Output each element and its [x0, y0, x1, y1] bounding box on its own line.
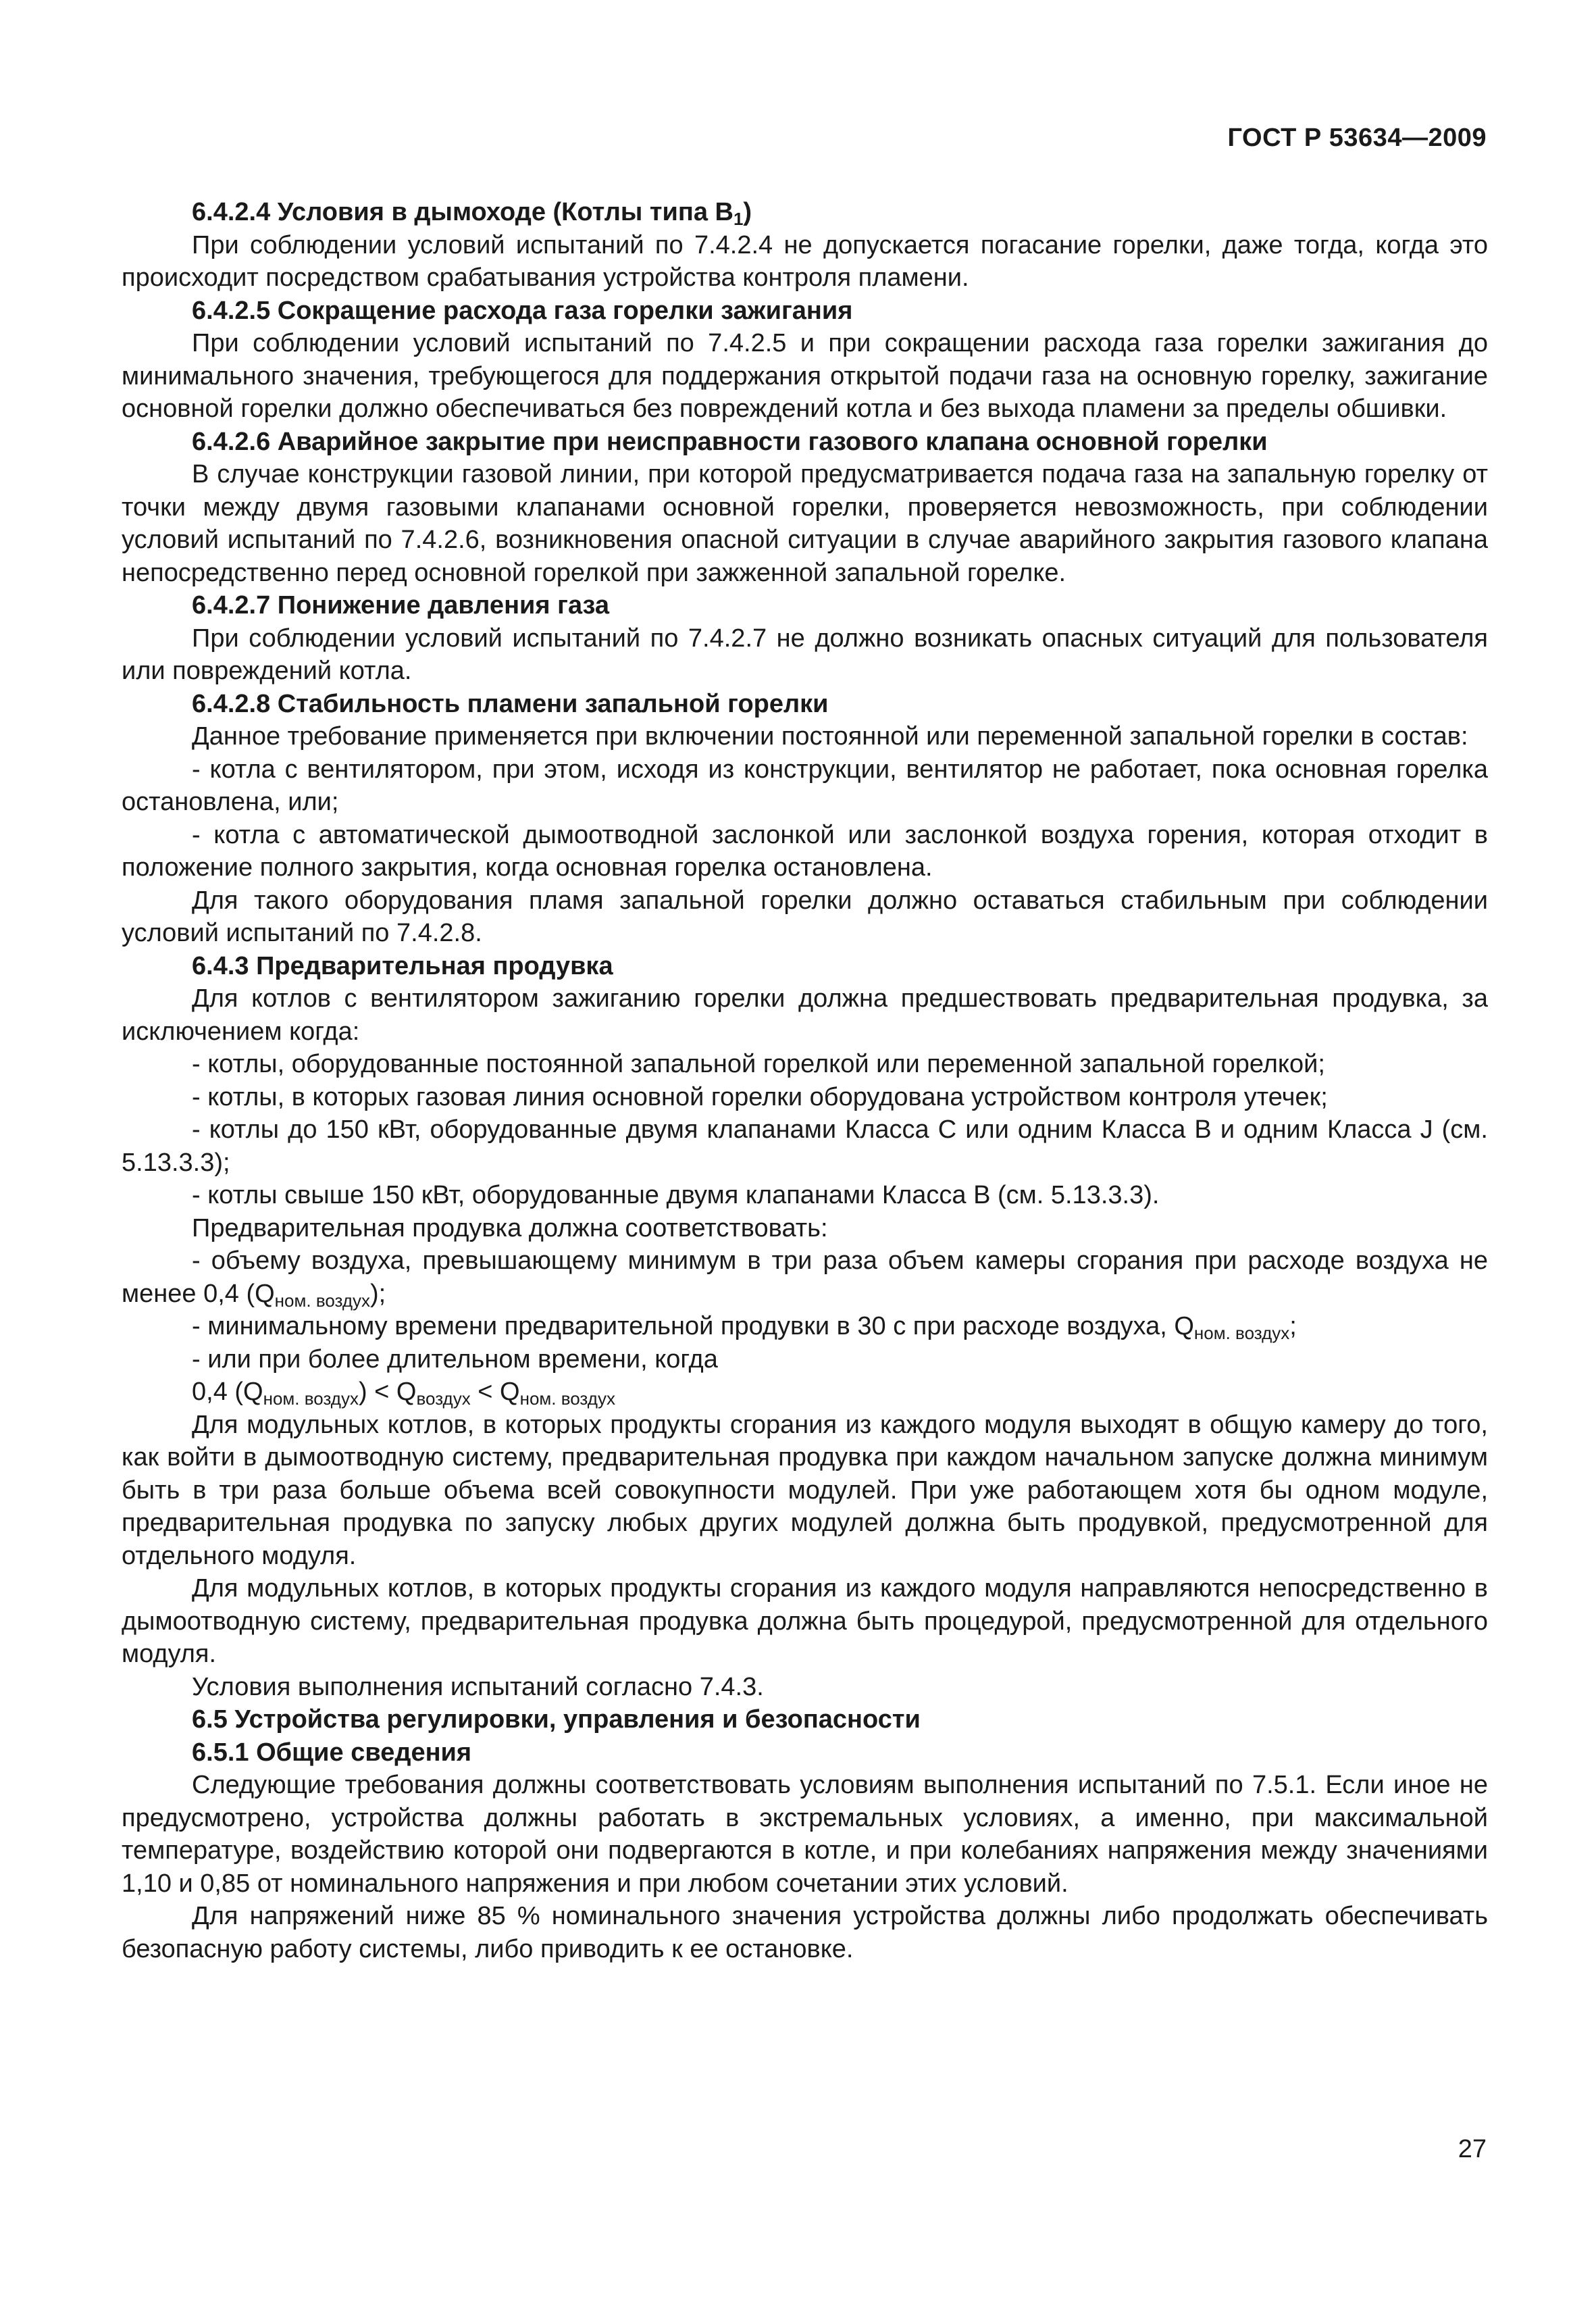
paragraph: При соблюдении условий испытаний по 7.4.2.5 и при сокращении расхода газа горелки зажигания до минимального значения, требующегося для поддержания открытой подачи газа на основную горелку, зажигание основной горелки должно обеспечиваться без повреждений котла и без выхода пламени за пределы обшивки. — [122, 329, 1488, 423]
section-heading-6-4-3: 6.4.3 Предварительная продувка — [192, 951, 613, 980]
list-item: - или при более длительном времени, когда — [192, 1344, 718, 1374]
formula: 0,4 $(Q_{ном. воздух}) < Q_{воздух} < Q_{ном. воздух}$ — [192, 1378, 615, 1409]
document-header: ГОСТ Р 53634—2009 — [1227, 124, 1487, 152]
section-heading-6-5: 6.5 Устройства регулировки, управления и безопасности — [192, 1705, 921, 1734]
section-heading-6-4-2-5: 6.4.2.5 Сокращение расхода газа горелки зажигания — [192, 296, 853, 325]
paragraph: Для напряжений ниже 85 % номинального значения устройства должны либо продолжать обеспечивать безопасную работу системы, либо приводить к ее остановке. — [122, 1902, 1488, 1963]
paragraph: Для модульных котлов, в которых продукты сгорания из каждого модуля выходят в общую камеру до того, как войти в дымоотводную систему, предварительная продувка при каждом начальном запуске должна минимум быть в три раза больше объема всей совокупности модулей. При уже работающем хотя бы одном модуле, предварительная продувка по запуску любых других модулей должна быть продувкой, предусмотренной для отдельного модуля. — [122, 1410, 1488, 1570]
section-heading-6-4-2-8: 6.4.2.8 Стабильность пламени запальной горелки — [192, 689, 829, 718]
paragraph: Для модульных котлов, в которых продукты сгорания из каждого модуля направляются непосредственно в дымоотводную систему, предварительная продувка должна быть процедурой, предусмотренной для отдельного модуля. — [122, 1574, 1488, 1668]
paragraph: В случае конструкции газовой линии, при которой предусматривается подача газа на запальную горелку от точки между двумя газовыми клапанами основной горелки, проверяется невозможность, при соблюдении условий испытаний по 7.4.2.6, возникновения опасной ситуации в случае аварийного закрытия газового клапана непосредственно перед основной горелкой при зажженной запальной горелке. — [122, 460, 1488, 587]
section-heading-6-4-2-7: 6.4.2.7 Понижение давления газа — [192, 591, 610, 620]
section-heading-6-4-2-4: 6.4.2.4 Условия в дымоходе (Котлы типа $B_1$) — [192, 198, 752, 229]
list-item: - котлы свыше 150 кВт, оборудованные двумя клапанами Класса B (см. 5.13.3.3). — [192, 1181, 1160, 1209]
list-item: - минимальному времени предварительной продувки в 30 с при расходе воздуха, $Q_{ном. воздух}$; — [192, 1312, 1297, 1343]
paragraph: При соблюдении условий испытаний по 7.4.2.7 не должно возникать опасных ситуаций для пользователя или повреждений котла. — [122, 624, 1488, 685]
page-number: 27 — [1458, 2135, 1487, 2163]
list-item: - котлы до 150 кВт, оборудованные двумя клапанами Класса C или одним Класса B и одним Класса J (см. 5.13.3.3); — [122, 1115, 1488, 1177]
list-item: - объему воздуха, превышающему минимум в три раза объем камеры сгорания при расходе воздуха не менее 0,4 $(Q_{ном. воздух})$; — [122, 1247, 1488, 1311]
paragraph: Для такого оборудования пламя запальной горелки должно оставаться стабильным при соблюдении условий испытаний по 7.4.2.8. — [122, 886, 1488, 947]
section-heading-6-4-2-6: 6.4.2.6 Аварийное закрытие при неисправности газового клапана основной горелки — [192, 427, 1268, 456]
paragraph: Данное требование применяется при включении постоянной или переменной запальной горелки в состав: — [192, 722, 1468, 751]
page-content — [122, 196, 1488, 1965]
paragraph: Следующие требования должны соответствовать условиям выполнения испытаний по 7.5.1. Если иное не предусмотрено, устройства должны работать в экстремальных условиях, а именно, при максимальной температуре, воздействию которой они подвергаются в котле, и при колебаниях напряжения между значениями 1,10 и 0,85 от номинального напряжения и при любом сочетании этих условий. — [122, 1771, 1488, 1898]
paragraph: Предварительная продувка должна соответствовать: — [192, 1213, 828, 1242]
section-heading-6-5-1: 6.5.1 Общие сведения — [192, 1738, 472, 1767]
list-item: - котлы, оборудованные постоянной запальной горелкой или переменной запальной горелкой; — [192, 1050, 1325, 1078]
paragraph: Для котлов с вентилятором зажиганию горелки должна предшествовать предварительная продувка, за исключением когда: — [122, 984, 1488, 1046]
paragraph: Условия выполнения испытаний согласно 7.4.3. — [192, 1672, 764, 1701]
list-item: - котла с автоматической дымоотводной заслонкой или заслонкой воздуха горения, которая отходит в положение полного закрытия, когда основная горелка остановлена. — [122, 820, 1488, 882]
list-item: - котлы, в которых газовая линия основной горелки оборудована устройством контроля утечек; — [192, 1082, 1328, 1111]
paragraph: При соблюдении условий испытаний по 7.4.2.4 не допускается погасание горелки, даже тогда, когда это происходит посредством срабатывания устройства контроля пламени. — [122, 230, 1488, 292]
list-item: - котла с вентилятором, при этом, исходя из конструкции, вентилятор не работает, пока основная горелка остановлена, или; — [122, 755, 1488, 816]
